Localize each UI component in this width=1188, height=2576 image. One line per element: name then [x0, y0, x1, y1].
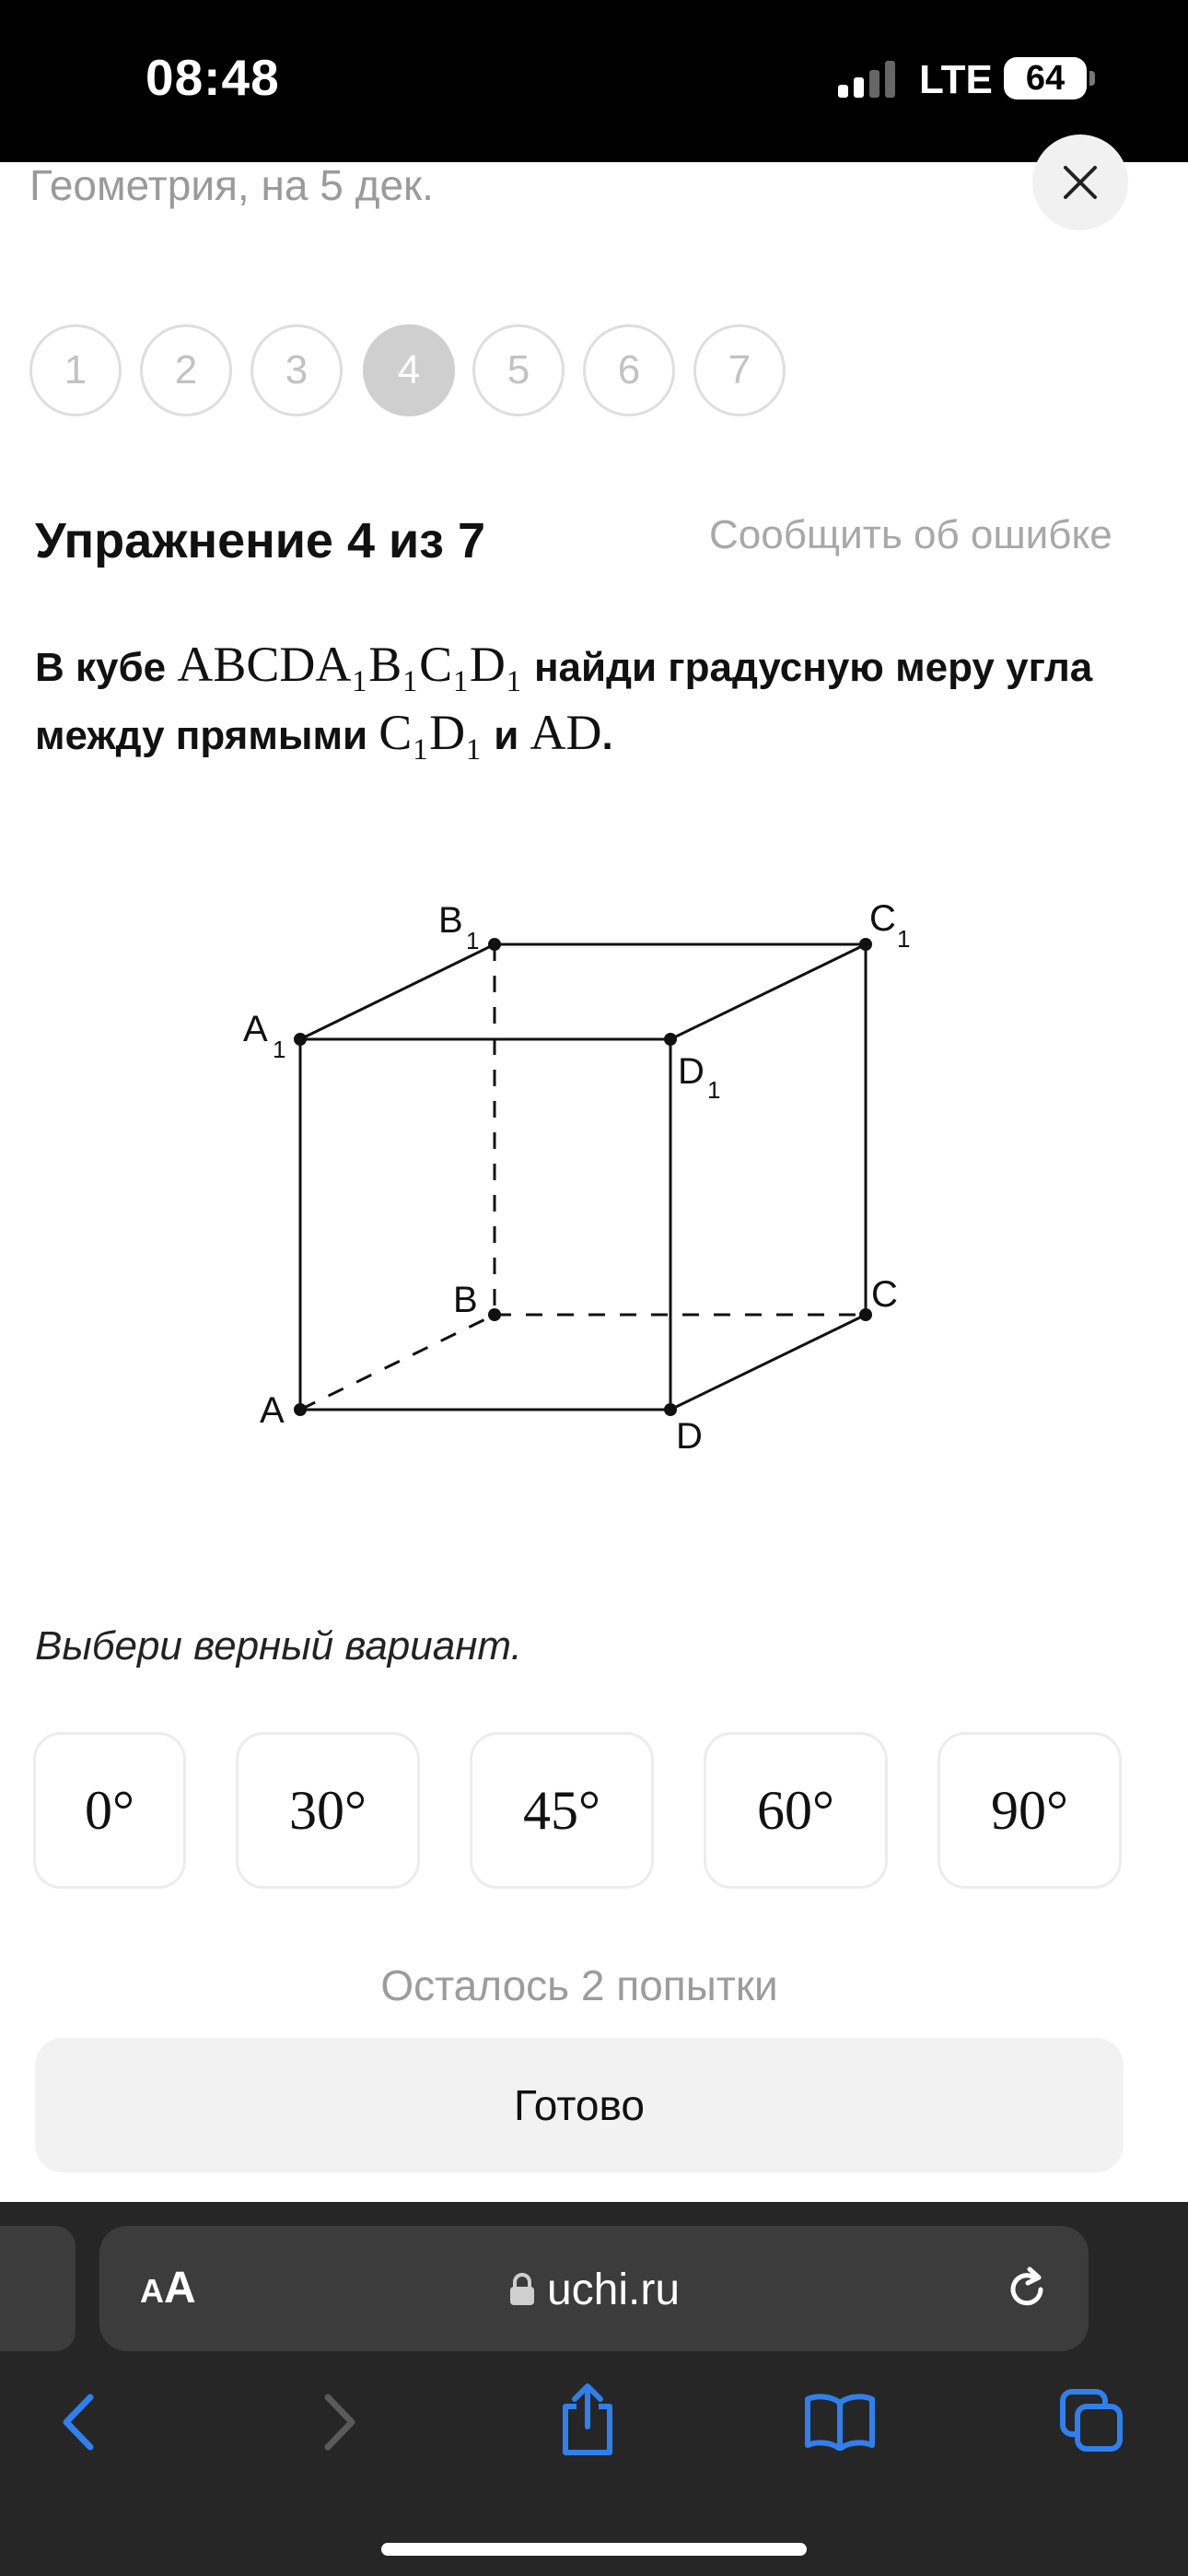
- report-error-link[interactable]: Сообщить об ошибке: [709, 512, 1112, 557]
- url-text: uchi.ru: [546, 2266, 681, 2314]
- label-b1-sub: 1: [466, 927, 480, 954]
- vertex-a: [294, 1403, 307, 1416]
- option-45[interactable]: 45°: [470, 1732, 654, 1889]
- reload-icon[interactable]: [1002, 2265, 1052, 2314]
- step-6[interactable]: 6: [583, 324, 675, 416]
- text-size-large: A: [164, 2264, 196, 2313]
- lesson-subtitle: Геометрия, на 5 дек.: [29, 161, 434, 209]
- vertex-c: [859, 1308, 872, 1321]
- option-0[interactable]: 0°: [33, 1732, 186, 1889]
- battery-tip: [1089, 71, 1095, 86]
- label-b: B: [453, 1280, 478, 1320]
- label-c1-sub: 1: [897, 925, 911, 953]
- step-3[interactable]: 3: [250, 324, 343, 416]
- attempts-left: Осталось 2 попытки: [380, 1961, 778, 2009]
- done-button[interactable]: Готово: [35, 2038, 1124, 2172]
- option-30[interactable]: 30°: [236, 1732, 420, 1889]
- close-icon: [1062, 164, 1099, 201]
- vertex-a1: [294, 1033, 307, 1046]
- vertex-d: [664, 1403, 677, 1416]
- edge-dc: [670, 1315, 866, 1410]
- line-ad: AD: [530, 705, 602, 760]
- back-icon[interactable]: [55, 2392, 101, 2453]
- label-b1: B: [438, 900, 463, 941]
- label-d: D: [676, 1416, 703, 1457]
- label-d1-sub: 1: [707, 1076, 721, 1104]
- line-c1d1: C₁D₁: [379, 705, 483, 760]
- edge-a1b1: [300, 944, 495, 1039]
- step-1[interactable]: 1: [29, 324, 122, 416]
- signal-icon: [838, 61, 897, 98]
- vertex-b: [488, 1308, 501, 1321]
- close-button[interactable]: [1032, 135, 1128, 230]
- step-2[interactable]: 2: [140, 324, 232, 416]
- vertex-d1: [664, 1033, 677, 1046]
- option-60[interactable]: 60°: [704, 1732, 888, 1889]
- lock-icon: [508, 2272, 536, 2307]
- question-part: найди градусную меру угла между прямыми: [35, 645, 1093, 758]
- home-indicator: [381, 2543, 807, 2556]
- label-c: C: [871, 1274, 898, 1315]
- cube-diagram: [221, 875, 958, 1474]
- question-text: [35, 632, 1159, 768]
- step-5[interactable]: 5: [472, 324, 565, 416]
- vertex-c1: [859, 938, 872, 951]
- label-d1: D: [678, 1051, 705, 1092]
- bookmarks-icon[interactable]: [803, 2392, 877, 2451]
- option-90[interactable]: 90°: [938, 1732, 1122, 1889]
- label-a1-sub: 1: [273, 1036, 286, 1063]
- exercise-title: Упражнение 4 из 7: [35, 513, 486, 568]
- question-part: В кубе: [35, 645, 178, 690]
- step-7[interactable]: 7: [693, 324, 786, 416]
- forward-icon[interactable]: [317, 2392, 363, 2453]
- share-icon[interactable]: [556, 2381, 619, 2458]
- text-size-small: A: [140, 2272, 164, 2310]
- label-c1: C: [869, 898, 896, 939]
- step-4[interactable]: 4: [363, 324, 455, 416]
- question-part: и: [482, 713, 530, 758]
- battery-icon: 64: [1004, 57, 1087, 100]
- edge-d1c1: [670, 944, 866, 1039]
- cube-name: ABCDA₁B₁C₁D₁: [177, 637, 523, 692]
- label-a1: A: [243, 1009, 268, 1049]
- question-part: .: [601, 713, 613, 758]
- edge-ab-hidden: [300, 1315, 495, 1410]
- network-label: LTE: [919, 57, 993, 102]
- instruction-text: Выбери верный вариант.: [35, 1623, 522, 1669]
- tabs-icon[interactable]: [1057, 2386, 1127, 2456]
- status-time: 08:48: [146, 49, 280, 106]
- status-bar: [0, 0, 1188, 162]
- label-a: A: [260, 1390, 285, 1431]
- vertex-b1: [488, 938, 501, 951]
